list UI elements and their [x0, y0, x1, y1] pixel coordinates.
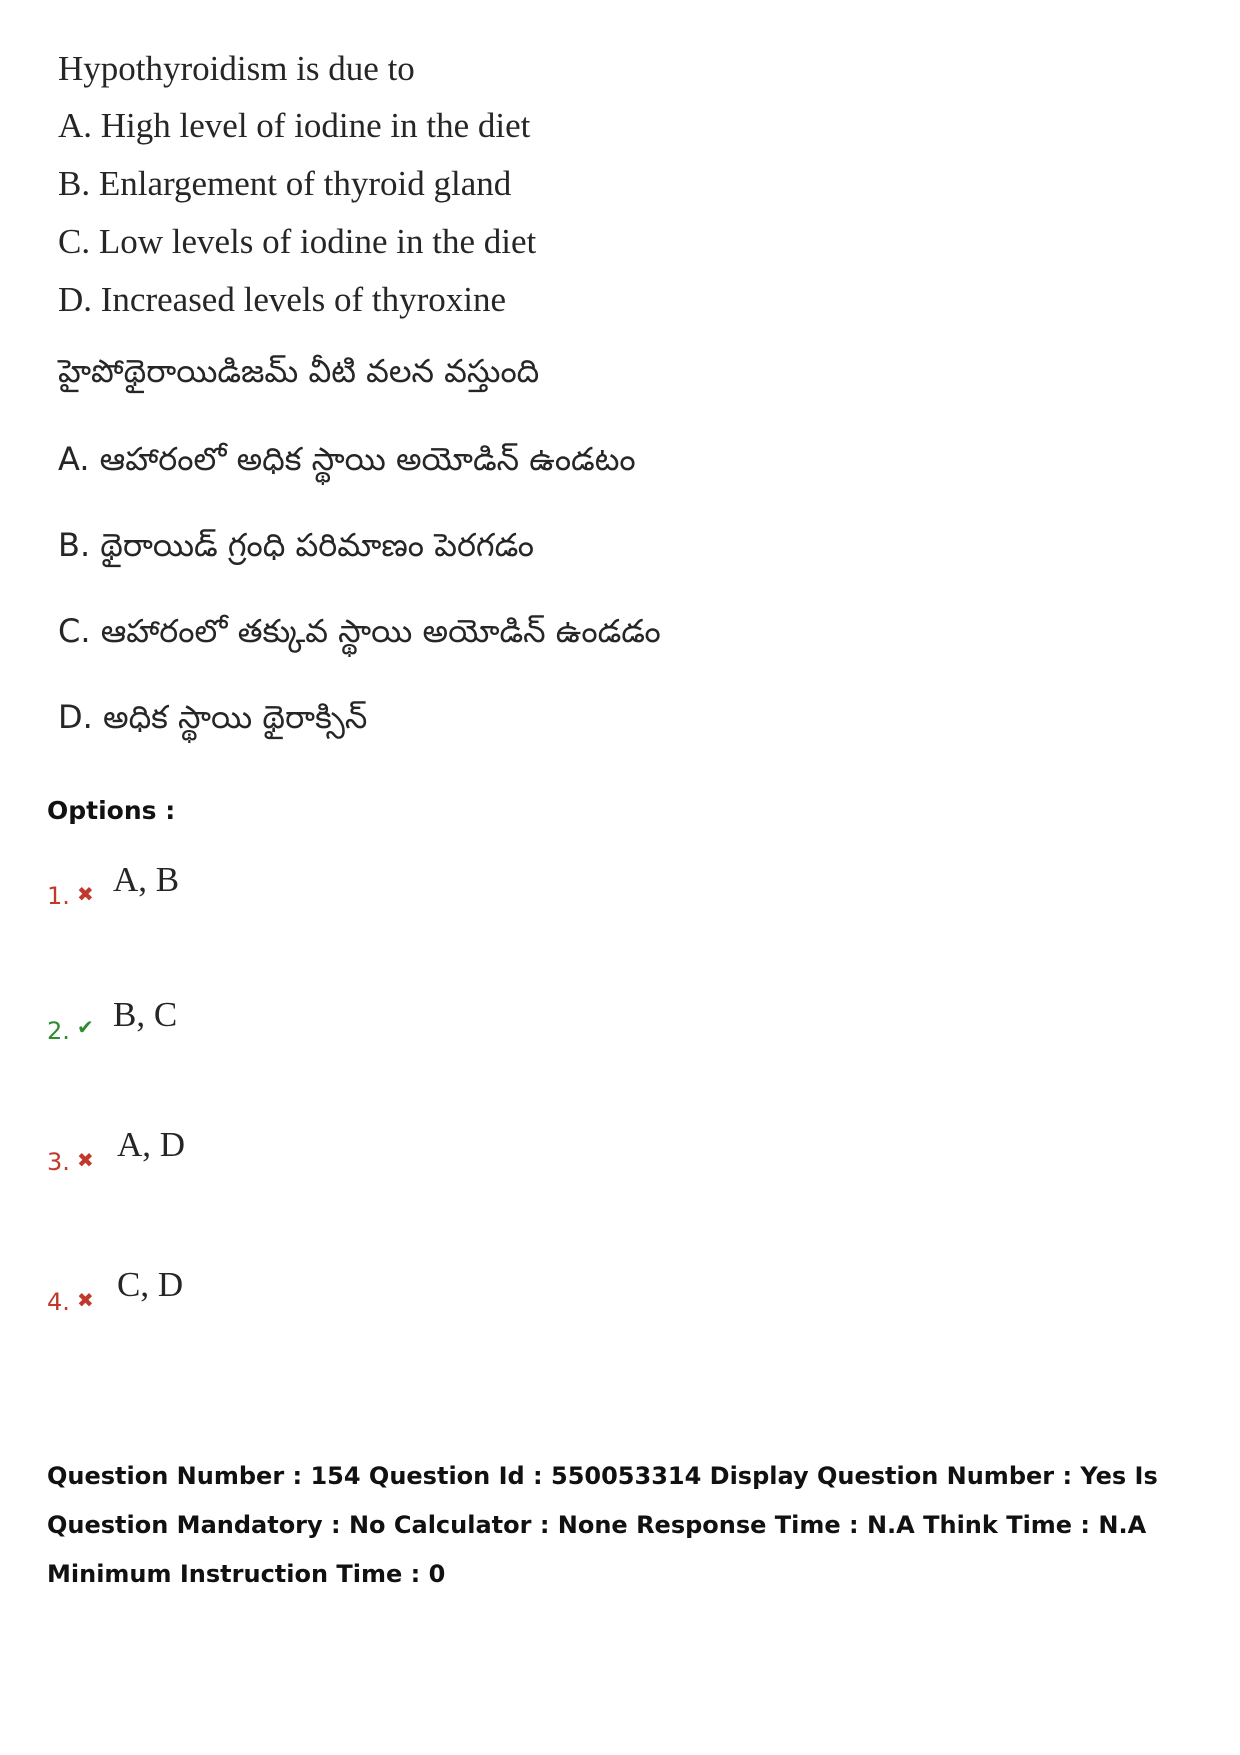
english-option-a: A. High level of iodine in the diet [58, 106, 531, 145]
english-option-b: B. Enlargement of thyroid gland [58, 164, 512, 203]
option-number: 1. [47, 882, 70, 910]
option-text: B, C [113, 995, 178, 1034]
telugu-option-a: A. ఆహారంలో అధిక స్థాయి అయోడిన్ ఉండటం [58, 440, 636, 478]
cross-icon: ✖ [77, 1148, 94, 1172]
telugu-option-c: C. ఆహారంలో తక్కువ స్థాయి అయోడిన్ ఉండడం [58, 612, 661, 650]
check-icon: ✔ [77, 1015, 94, 1039]
english-option-c: C. Low levels of iodine in the diet [58, 222, 537, 261]
option-text: C, D [117, 1265, 184, 1304]
option-text: A, D [117, 1125, 186, 1164]
question-stem-telugu: హైపోథైరాయిడిజమ్ వీటి వలన వస్తుంది [58, 352, 540, 390]
options-label: Options : [47, 796, 176, 825]
option-text: A, B [113, 860, 180, 899]
question-stem-english: Hypothyroidism is due to [58, 49, 415, 88]
question-metadata: Question Number : 154 Question Id : 550053314 Display Question Number : Yes Is Question Mandatory : No Calculator : None Response Time : N.A Think Time : N.A Minimum Instruction Time : 0 [47, 1462, 1158, 1588]
option-number: 3. [47, 1148, 70, 1176]
cross-icon: ✖ [77, 882, 94, 906]
english-option-d: D. Increased levels of thyroxine [58, 280, 507, 319]
cross-icon: ✖ [77, 1288, 94, 1312]
telugu-option-b: B. థైరాయిడ్ గ్రంధి పరిమాణం పెరగడం [58, 526, 535, 564]
option-number: 2. [47, 1017, 70, 1045]
telugu-option-d: D. అధిక స్థాయి థైరాక్సిన్ [58, 698, 368, 736]
option-number: 4. [47, 1288, 70, 1316]
